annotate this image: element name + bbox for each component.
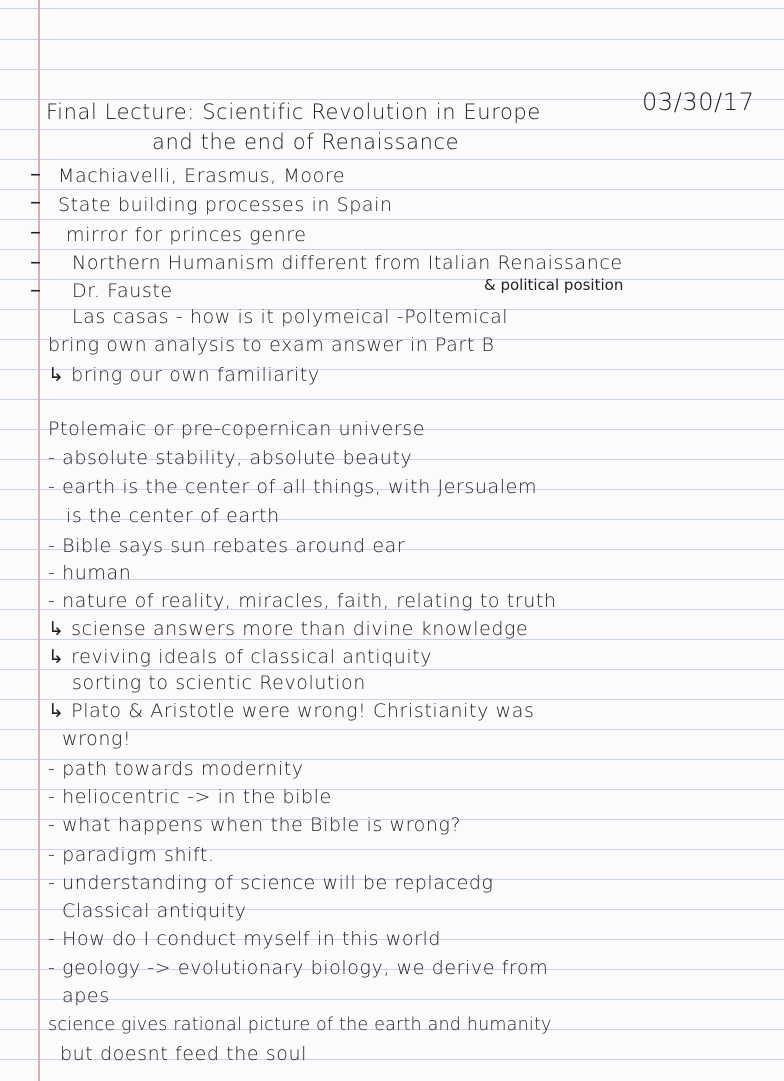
note-line: State building processes in Spain bbox=[58, 194, 393, 216]
note-line: - path towards modernity bbox=[48, 758, 304, 780]
bullet-dash: – bbox=[30, 162, 41, 187]
note-line: wrong! bbox=[62, 728, 132, 750]
note-line: - paradigm shift. bbox=[48, 844, 215, 866]
note-line: Machiavelli, Erasmus, Moore bbox=[58, 165, 346, 187]
note-line: - understanding of science will be replacedg bbox=[48, 872, 494, 894]
note-line: ↳ bring our own familiarity bbox=[48, 364, 320, 386]
note-line: mirror for princes genre bbox=[66, 224, 307, 246]
note-line: is the center of earth bbox=[66, 505, 280, 527]
bullet-dash: – bbox=[30, 278, 41, 303]
note-line: Classical antiquity bbox=[62, 900, 247, 922]
note-line: - How do I conduct myself in this world bbox=[48, 928, 442, 950]
note-line: ↳ sciense answers more than divine knowledge bbox=[48, 618, 529, 640]
note-line: - Bible says sun rebates around ear bbox=[48, 535, 406, 557]
note-line: ↳ reviving ideals of classical antiquity bbox=[48, 646, 433, 668]
note-line: - heliocentric -> in the bible bbox=[48, 786, 332, 808]
bullet-dash: – bbox=[30, 190, 41, 215]
note-line: Dr. Fauste bbox=[72, 280, 173, 302]
note-line: - what happens when the Bible is wrong? bbox=[48, 814, 462, 836]
note-line: - absolute stability, absolute beauty bbox=[48, 447, 413, 469]
note-line: science gives rational picture of the earth and humanity bbox=[48, 1015, 552, 1035]
page-subtitle: and the end of Renaissance bbox=[152, 130, 460, 154]
note-line: Northern Humanism different from Italian Renaissance bbox=[72, 252, 623, 274]
note-line: - nature of reality, miracles, faith, relating to truth bbox=[48, 590, 557, 612]
page-title: Final Lecture: Scientific Revolution in Europe bbox=[46, 100, 541, 124]
annotation-political-position: & political position bbox=[484, 276, 624, 294]
date: 03/30/17 bbox=[642, 88, 755, 116]
note-line: Las casas - how is it polymeical -Poltemical bbox=[72, 306, 509, 328]
bullet-dash: – bbox=[30, 250, 41, 275]
note-line: - human bbox=[48, 562, 132, 584]
note-line: bring own analysis to exam answer in Part B bbox=[48, 334, 495, 356]
bullet-dash: – bbox=[30, 220, 41, 245]
note-line: sorting to scientic Revolution bbox=[72, 672, 366, 694]
note-line: ↳ Plato & Aristotle were wrong! Christianity was bbox=[48, 700, 535, 722]
note-line: apes bbox=[62, 985, 110, 1007]
note-line: but doesnt feed the soul bbox=[60, 1043, 308, 1065]
section-heading: Ptolemaic or pre-copernican universe bbox=[48, 418, 425, 440]
note-line: - earth is the center of all things, with Jersualem bbox=[48, 476, 538, 498]
note-line: - geology -> evolutionary biology, we derive from bbox=[48, 957, 549, 979]
